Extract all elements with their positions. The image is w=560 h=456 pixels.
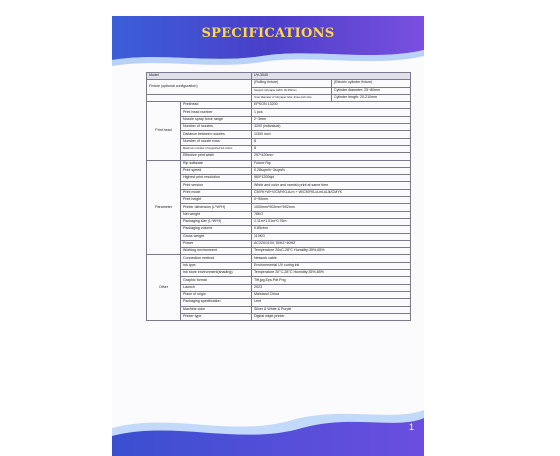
model-row [147, 73, 411, 80]
spec-row [147, 145, 411, 152]
spec-value: CMYK+W+V/CMYKLcLm + W/CMYKLcLmLkLlk/CMYK [252, 189, 411, 196]
spec-label: Packaging specification [181, 299, 252, 306]
spec-row [147, 167, 411, 174]
spec-value: 8 [252, 145, 411, 152]
spec-row [147, 291, 411, 298]
spec-row [147, 226, 411, 233]
spec-label: Ink type [181, 262, 252, 269]
spec-label: Printhead [181, 102, 252, 109]
spec-row [147, 131, 411, 138]
spec-label: Print mode [181, 189, 252, 196]
spec-label: Packaging size (L*W*H) [181, 218, 252, 225]
spec-sheet-page [112, 16, 424, 456]
spec-value: Lent [252, 299, 411, 306]
spec-value: 1000mm*902mm*592mm [252, 204, 411, 211]
spec-row [147, 255, 411, 262]
spec-row [147, 175, 411, 182]
spec-value: Network cable [252, 255, 411, 262]
header-wave-decoration [112, 16, 424, 72]
spec-row [147, 182, 411, 189]
spec-row [147, 211, 411, 218]
spec-row [147, 240, 411, 247]
specification-table [146, 72, 411, 321]
spec-row [147, 270, 411, 277]
parameter-section-label: Parameter [147, 160, 181, 255]
model-label: Model [147, 73, 252, 80]
spec-value: 297*420mm [252, 153, 411, 160]
spec-row [147, 102, 411, 109]
spec-label: Machine color [181, 306, 252, 313]
footer-wave-decoration [112, 398, 424, 456]
spec-value: White and color and varnish print at same time [252, 182, 411, 189]
spec-row [147, 204, 411, 211]
other-section-label: Other [147, 255, 181, 321]
fixture-rolling-label: (Rolling fixture) [252, 80, 332, 87]
spec-label: Ink store environment(shading) [181, 270, 252, 277]
spec-value: EPSON 13200 [252, 102, 411, 109]
fixture-label: Fixture (optional configuration) [147, 80, 252, 95]
spec-value: 0.28sqm/h~3sqm/h [252, 167, 411, 174]
spec-label: Print height [181, 197, 252, 204]
fixture-support-text: Support roll paper width: 30-250mm [252, 87, 332, 94]
spec-label: Printer type [181, 313, 252, 320]
spec-value: Future Rip [252, 160, 411, 167]
spec-row [147, 262, 411, 269]
spec-label: Number of nozzles [181, 124, 252, 131]
spec-value: 1 pcs [252, 109, 411, 116]
spec-value: 8 [252, 138, 411, 145]
spec-row [147, 153, 411, 160]
spec-label: Power [181, 240, 252, 247]
spec-label: Number of nozzle rows [181, 138, 252, 145]
spec-label: Printer dimension (L*W*H) [181, 204, 252, 211]
fixture-row [147, 80, 411, 87]
printhead-section-label: Print head [147, 102, 181, 160]
spec-row [147, 124, 411, 131]
spec-label: Gross weight [181, 233, 252, 240]
spec-label: Net weight [181, 211, 252, 218]
spec-value: 78KG [252, 211, 411, 218]
spec-value: 3200 (individual) [252, 124, 411, 131]
spec-value: Mainland China [252, 291, 411, 298]
spec-row [147, 299, 411, 306]
spec-value: 1.11m*1.01m*0.76m [252, 218, 411, 225]
spec-value: Tiff.jpg.Eps.Pdf.Png [252, 277, 411, 284]
spec-row [147, 160, 411, 167]
spec-label: Rip software [181, 160, 252, 167]
spec-row [147, 218, 411, 225]
spec-value: 110KG [252, 233, 411, 240]
spec-label: Highest print resolution [181, 175, 252, 182]
page-number: 1 [408, 422, 414, 432]
spec-label: Effective print width [181, 153, 252, 160]
spec-value: 2~3mm [252, 116, 411, 123]
fixture-cylinder-length: Cylinder length: 20-210mm [332, 94, 411, 101]
spec-row [147, 116, 411, 123]
spec-value: Temperature 20°C-28°C Humidity:35%-65% [252, 270, 411, 277]
spec-label: Graphic format [181, 277, 252, 284]
spec-value: Environmental UV curing ink [252, 262, 411, 269]
spec-value: 0.85cbm [252, 226, 411, 233]
fixture-electric-label: (Electric cylinder fixture) [332, 80, 411, 87]
spec-label: Print speed [181, 167, 252, 174]
spec-label: Print head number [181, 109, 252, 116]
spec-value: 960*1200dpi [252, 175, 411, 182]
page-title: SPECIFICATIONS [201, 26, 335, 41]
spec-value: Digital inkjet printer [252, 313, 411, 320]
fixture-inner-text: Inner diameter of roll paper tube: three-inch core [252, 94, 332, 101]
spec-row [147, 284, 411, 291]
spec-value: 2023 [252, 284, 411, 291]
spec-row [147, 109, 411, 116]
spec-row [147, 277, 411, 284]
spec-value: 0~90mm [252, 197, 411, 204]
spec-label: Place of origin [181, 291, 252, 298]
model-value: UV-3040 [252, 73, 411, 80]
spec-label: Working environment [181, 248, 252, 255]
spec-row [147, 248, 411, 255]
fixture-cylinder-diameter: Cylinder diameter: 25~80mm [332, 87, 411, 94]
spec-value: Silver & White & Purple [252, 306, 411, 313]
spec-row [147, 233, 411, 240]
spec-row [147, 189, 411, 196]
spec-row [147, 306, 411, 313]
spec-value: AC220/110V, 50HZ~60HZ [252, 240, 411, 247]
spec-row [147, 197, 411, 204]
spec-label: Connection method [181, 255, 252, 262]
spec-row [147, 138, 411, 145]
spec-label: Print version [181, 182, 252, 189]
spec-value: 1/300 inch [252, 131, 411, 138]
spec-value: Temperature 20oC-28°C Humidity:35%-65% [252, 248, 411, 255]
spec-label: Nozzle spray force range [181, 116, 252, 123]
spec-label: Packaging volume [181, 226, 252, 233]
spec-label: Maximum number of supported ink colors [181, 145, 252, 152]
spec-label: Distance between nozzles [181, 131, 252, 138]
spec-label: Launch [181, 284, 252, 291]
spec-row [147, 313, 411, 320]
